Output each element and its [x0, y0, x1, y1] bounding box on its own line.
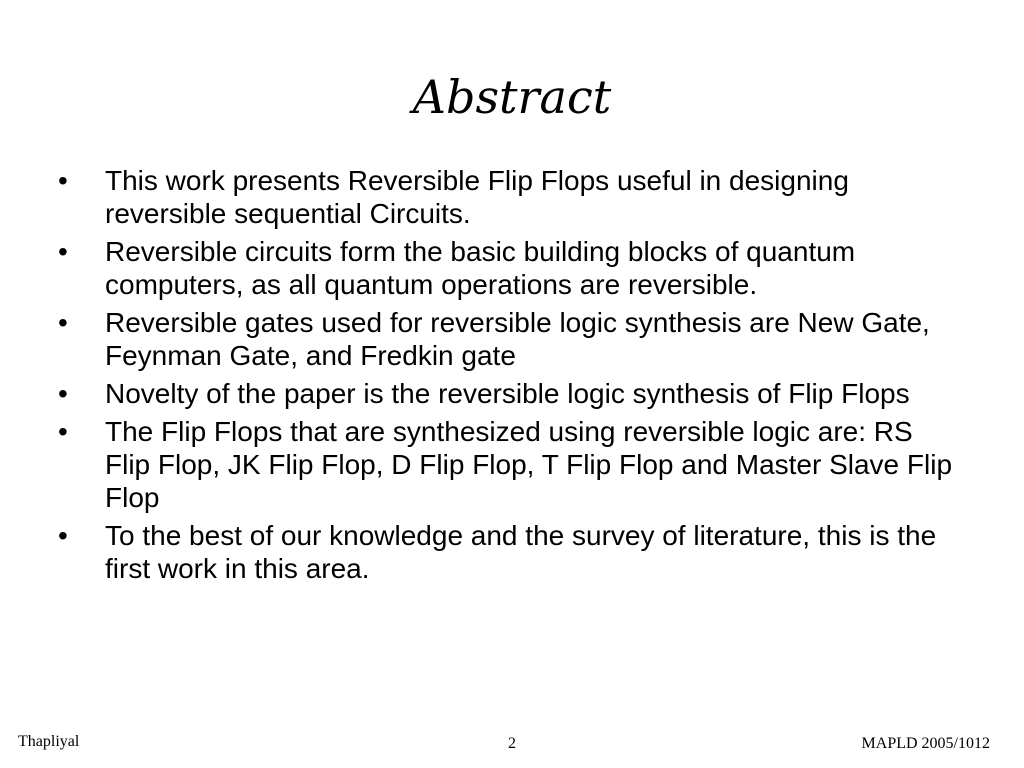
footer-author: Thapliyal	[18, 733, 80, 750]
bullet-item	[58, 519, 958, 585]
bullet-text: Reversible circuits form the basic building blocks of quantum computers, as all quantum operations are reversible.	[105, 236, 856, 300]
bullet-item	[58, 377, 958, 410]
bullet-item	[58, 415, 958, 514]
bullet-text: This work presents Reversible Flip Flops useful in designing reversible sequential Circuits.	[105, 165, 849, 229]
bullet-text: Novelty of the paper is the reversible logic synthesis of Flip Flops	[105, 378, 910, 409]
slide-title: Abstract	[412, 70, 612, 124]
footer-page-number: 2	[508, 735, 516, 752]
footer-conference: MAPLD 2005/1012	[861, 735, 990, 752]
bullet-item	[58, 164, 958, 230]
bullet-text: To the best of our knowledge and the survey of literature, this is the first work in this area.	[105, 520, 937, 584]
bullet-dot-icon: •	[58, 520, 68, 551]
bullet-item	[58, 306, 958, 372]
bullet-list	[58, 164, 958, 590]
bullet-text: The Flip Flops that are synthesized using reversible logic are: RS Flip Flop, JK Flip Flop, D Flip Flop, T Flip Flop and Master Slave Flip Flop	[105, 416, 953, 513]
bullet-item	[58, 235, 958, 301]
bullet-text: Reversible gates used for reversible logic synthesis are New Gate, Feynman Gate, and Fredkin gate	[105, 307, 930, 371]
bullet-dot-icon: •	[58, 416, 68, 447]
bullet-dot-icon: •	[58, 307, 68, 338]
bullet-dot-icon: •	[58, 165, 68, 196]
bullet-dot-icon: •	[58, 236, 68, 267]
bullet-dot-icon: •	[58, 378, 68, 409]
